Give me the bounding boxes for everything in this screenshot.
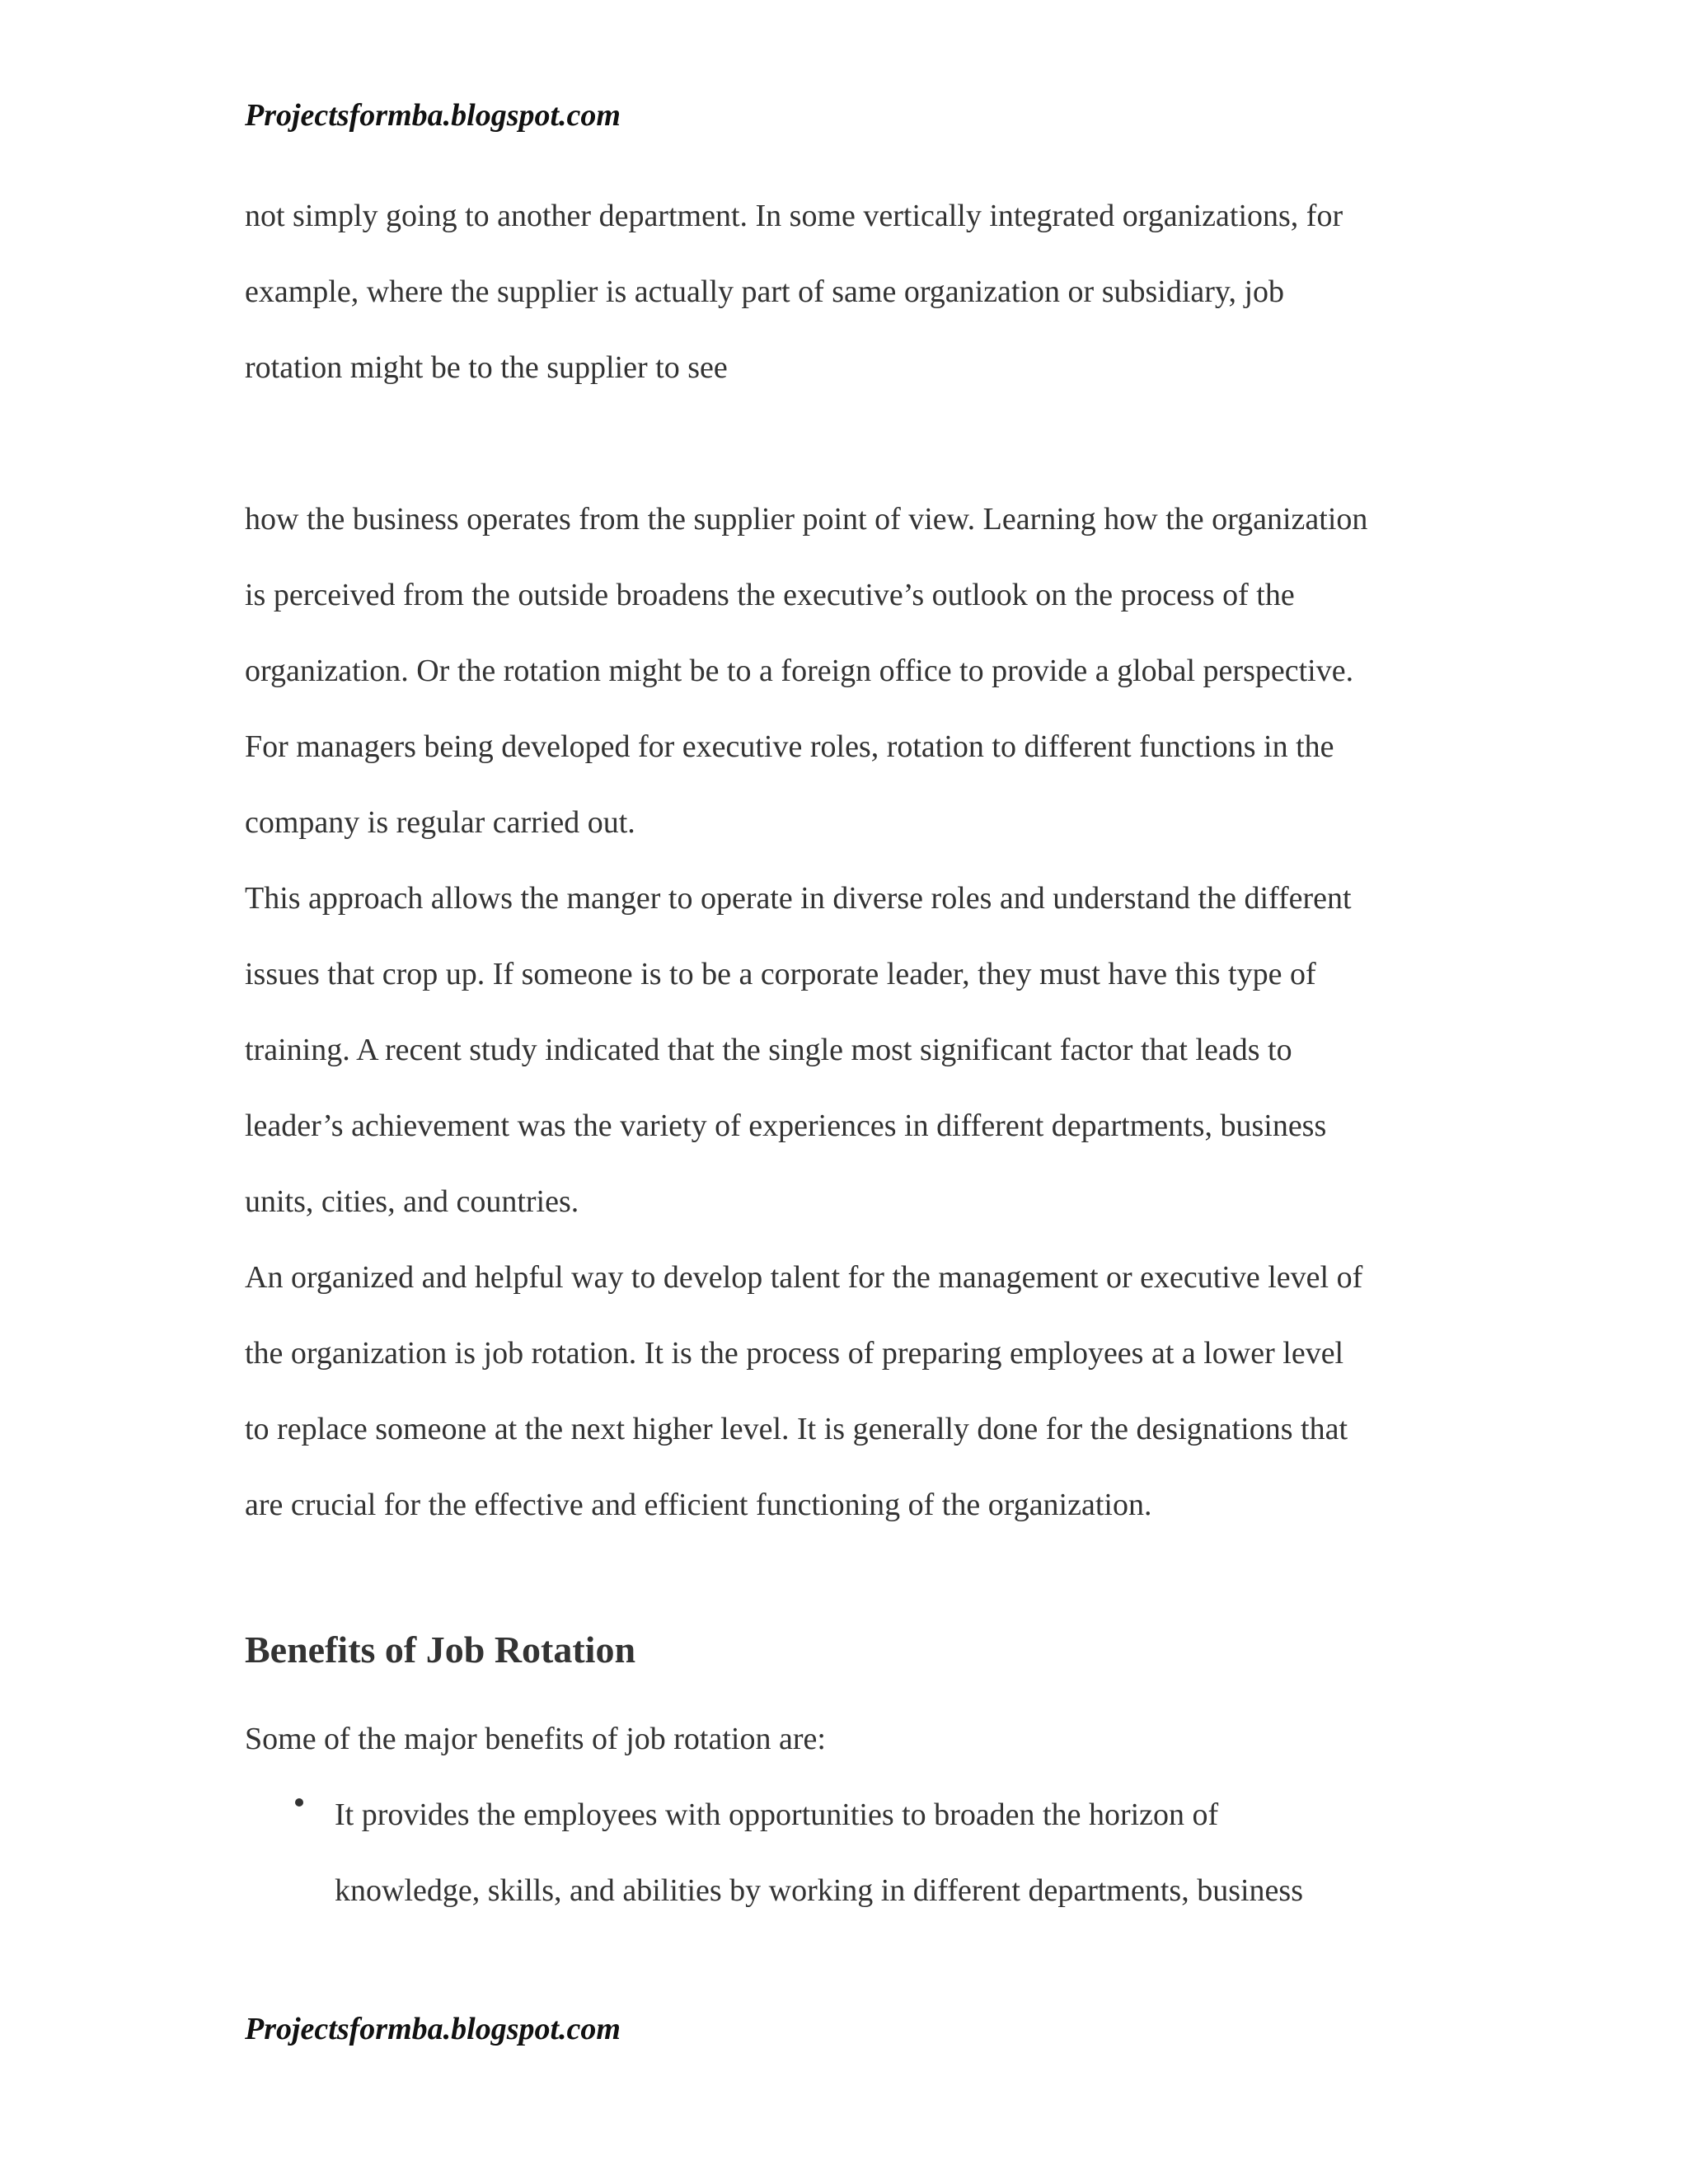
section-intro: Some of the major benefits of job rotation are: — [245, 1722, 826, 1756]
body-text-line: issues that crop up. If someone is to be a corporate leader, they must have this type of — [245, 957, 1316, 991]
bullet-text-line: knowledge, skills, and abilities by working in different departments, business — [335, 1873, 1303, 1908]
body-text-line: This approach allows the manger to operate in diverse roles and understand the different — [245, 881, 1352, 916]
body-text-line: training. A recent study indicated that the single most significant factor that leads to — [245, 1033, 1292, 1067]
body-text-line: is perceived from the outside broadens the executive’s outlook on the process of the — [245, 578, 1295, 612]
body-text-line: organization. Or the rotation might be to a foreign office to provide a global perspective. — [245, 654, 1354, 688]
body-text-line: company is regular carried out. — [245, 805, 635, 840]
body-text-line: to replace someone at the next higher level. It is generally done for the designations that — [245, 1412, 1348, 1446]
body-text-line: For managers being developed for executive roles, rotation to different functions in the — [245, 729, 1334, 764]
bullet-icon — [295, 1798, 303, 1807]
body-text-line: not simply going to another department. In some vertically integrated organizations, for — [245, 199, 1343, 233]
body-text-line: An organized and helpful way to develop talent for the management or executive level of — [245, 1260, 1363, 1295]
bullet-text-line: It provides the employees with opportunities to broaden the horizon of — [335, 1797, 1219, 1832]
section-heading: Benefits of Job Rotation — [245, 1629, 636, 1671]
body-text-line: example, where the supplier is actually part of same organization or subsidiary, job — [245, 274, 1285, 309]
body-text-line: how the business operates from the supplier point of view. Learning how the organization — [245, 502, 1368, 537]
body-text-line: leader’s achievement was the variety of experiences in different departments, business — [245, 1108, 1327, 1143]
body-text-line: are crucial for the effective and efficient functioning of the organization. — [245, 1488, 1152, 1522]
body-text-line: rotation might be to the supplier to see — [245, 350, 728, 385]
page-header-site-name: Projectsformba.blogspot.com — [245, 98, 621, 133]
page-footer-site-name: Projectsformba.blogspot.com — [245, 2012, 621, 2046]
body-text-line: the organization is job rotation. It is the process of preparing employees at a lower level — [245, 1336, 1344, 1371]
body-text-line: units, cities, and countries. — [245, 1184, 579, 1219]
